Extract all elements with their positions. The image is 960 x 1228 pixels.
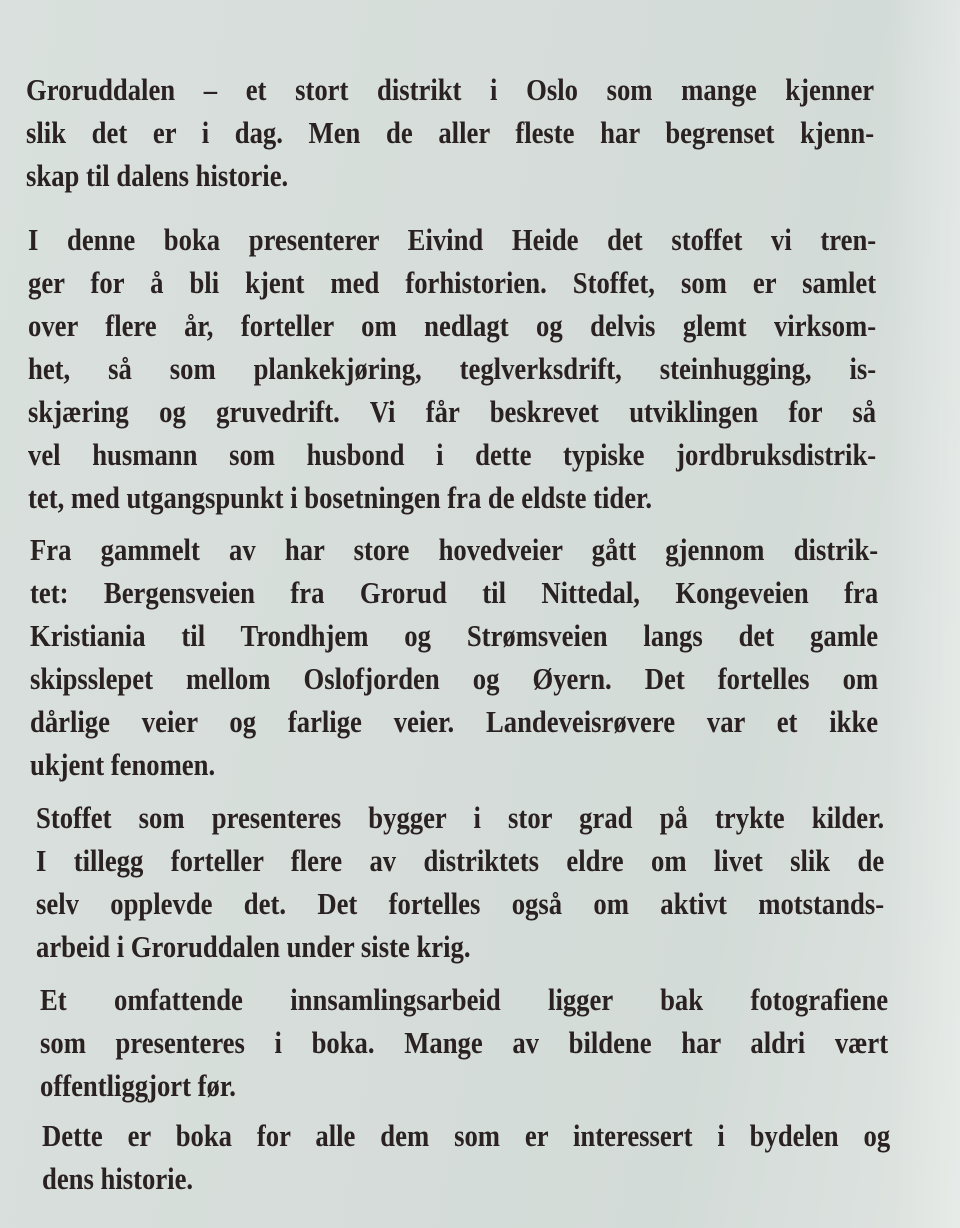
paragraph-intro [26,68,874,197]
paragraph-author-content [28,218,876,519]
text-line: slik det er i dag. Men de aller fleste har begrenset kjenn- [26,115,875,150]
text-line: skap til dalens historie. [26,158,289,193]
paragraph-photographs [40,978,888,1107]
text-line: selv opplevde det. Det fortelles også om aktivt motstands- [36,886,885,921]
text-line: dårlige veier og farlige veier. Landeveisrøvere var et ikke [30,704,879,739]
text-line: tet: Bergensveien fra Grorud til Nittedal, Kongeveien fra [30,575,879,610]
text-line: I tillegg forteller flere av distriktets eldre om livet slik de [36,843,885,878]
text-line: Groruddalen – et stort distrikt i Oslo som mange kjenner [26,72,875,107]
text-line: vel husmann som husbond i dette typiske jordbruksdistrik- [28,437,877,472]
paragraph-roads [30,528,878,786]
text-line: arbeid i Groruddalen under siste krig. [36,929,471,964]
text-line: skjæring og gruvedrift. Vi får beskrevet utviklingen for så [28,394,877,429]
text-line: tet, med utgangspunkt i bosetningen fra de eldste tider. [28,480,653,515]
text-line: over flere år, forteller om nedlagt og delvis glemt virksom- [28,308,877,343]
paragraph-closing [42,1114,890,1200]
text-line: dens historie. [42,1161,194,1196]
text-line: Et omfattende innsamlingsarbeid ligger bak fotografiene [40,982,889,1017]
text-line: skipsslepet mellom Oslofjorden og Øyern. Det fortelles om [30,661,879,696]
text-line: Dette er boka for alle dem som er interessert i bydelen og [42,1118,891,1153]
text-line: ger for å bli kjent med forhistorien. Stoffet, som er samlet [28,265,877,300]
text-line: som presenteres i boka. Mange av bildene har aldri vært [40,1025,889,1060]
text-line: I denne boka presenterer Eivind Heide det stoffet vi tren- [28,222,877,257]
text-line: offentliggjort før. [40,1068,236,1103]
text-line: Stoffet som presenteres bygger i stor grad på trykte kilder. [36,800,885,835]
text-line: Kristiania til Trondhjem og Strømsveien langs det gamle [30,618,879,653]
text-line: Fra gammelt av har store hovedveier gått gjennom distrik- [30,532,879,567]
text-line: het, så som plankekjøring, teglverksdrift, steinhugging, is- [28,351,877,386]
text-line: ukjent fenomen. [30,747,216,782]
paragraph-sources [36,796,884,968]
paper-sheen [890,0,960,1228]
